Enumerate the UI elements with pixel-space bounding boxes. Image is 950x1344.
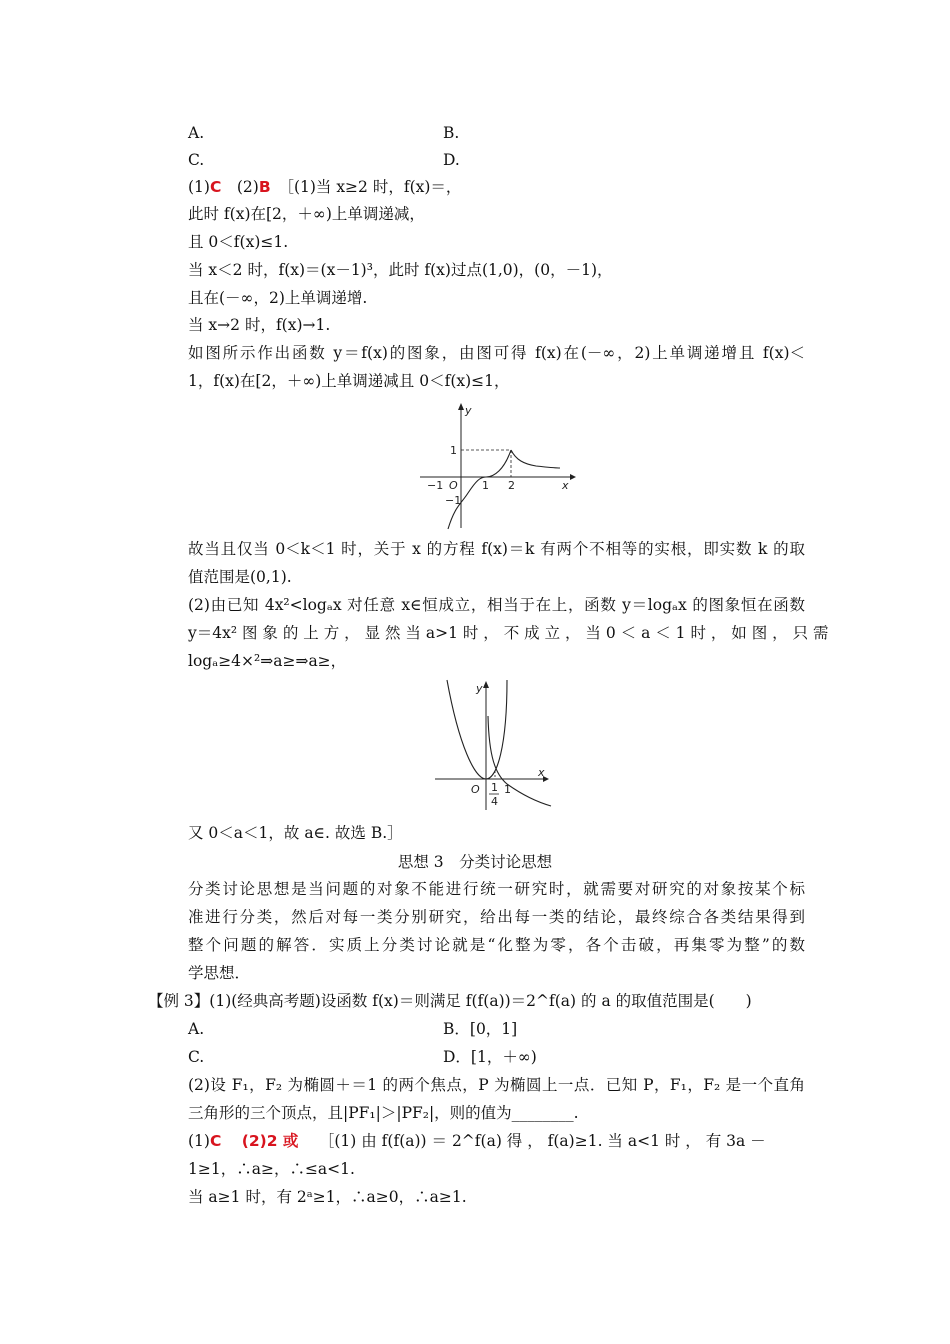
option-d: D. [443,151,460,169]
solution-line: logₐ≥4×²⇒a≥⇒a≥， [188,652,347,670]
x-axis-label: x [538,766,545,779]
tick-label: −1 [445,494,462,507]
decreasing-curve [511,450,560,468]
answer-line-1: (1)C (2)B ［(1)当 x≥2 时，f(x)＝， [188,178,462,196]
example-3-question: 【例 3】(1)(经典高考题)设函数 f(x)＝则满足 f(f(a))＝2^f(a) 的 a 的取值范围是( ) [148,992,752,1010]
answer-2-value: B [258,178,271,196]
answer-line-2: (1)C (2)2 或 ［(1) 由 f(f(a)) ＝ 2^f(a) 得 ， f(a)≥1. 当 a<1 时 ， 有 3a － [188,1132,766,1150]
solution-line: 故当且仅当 0＜k＜1 时，关于 x 的方程 f(x)＝k 有两个不相等的实根，即实数 k 的取 [188,540,805,558]
x-axis-arrow [570,474,576,480]
origin-label: O [449,479,458,492]
paragraph-line: 分类讨论思想是当问题的对象不能进行统一研究时，就需要对研究的对象按某个标 [188,880,805,898]
question-line: 三角形的三个顶点，且|PF₁|＞|PF₂|，则的值为________. [188,1104,579,1122]
parabola-log-figure [425,676,560,814]
function-graph-figure [410,398,580,533]
paragraph-line: 整个问题的解答．实质上分类讨论就是“化整为零，各个击破，再集零为整”的数 [188,936,805,954]
solution-line: 且 0＜f(x)≤1. [188,233,289,251]
solution-line: (2)由已知 4x²<logₐx 对任意 x∈恒成立，相当于在上，函数 y＝logₐx 的图象恒在函数 [188,596,805,614]
option-c: C. [188,1048,205,1066]
solution-line: 当 x＜2 时，f(x)＝(x－1)³，此时 f(x)过点(1,0)，(0，－1)， [188,261,613,279]
paragraph-line: 学思想． [188,964,251,982]
solution-line: y＝4x² 图 象 的 上 方 ， 显 然 当 a>1 时 ， 不 成 立 ， 当 0 ＜ a ＜ 1 时 ， 如 图 ， 只 需 [188,624,829,642]
solution-line: 当 a≥1 时，有 2ᵃ≥1，∴a≥0，∴a≥1. [188,1188,467,1206]
y-axis-label: y [476,682,483,695]
solution-line: 值范围是(0,1). [188,568,292,586]
solution-line: 如图所示作出函数 y＝f(x)的图象，由图可得 f(x)在(－∞，2)上单调递增且 f(x)＜ [188,344,805,362]
y-axis-label: y [465,404,472,417]
option-c: C. [188,151,205,169]
tick-label: −1 [427,479,444,492]
x-axis-label: x [562,479,569,492]
y-axis-arrow [483,681,489,688]
tick-label: 1 [504,783,511,796]
origin-label: O [471,783,480,796]
tick-label: 1 [482,479,489,492]
solution-line: 又 0＜a＜1，故 a∈. 故选 B.］ [188,824,403,842]
option-a: A. [188,124,205,142]
paragraph-line: 准进行分类，然后对每一类分别研究，给出每一类的结论，最终综合各类结果得到 [188,908,805,926]
fraction-denominator: 4 [491,795,498,808]
solution-line: 且在(－∞，2)上单调递增. [188,289,368,307]
question-line: (2)设 F₁，F₂ 为椭圆＋＝1 的两个焦点，P 为椭圆上一点．已知 P，F₁，F₂ 是一个直角 [188,1076,805,1094]
solution-line: 1≥1，∴a≥，∴≤a<1. [188,1160,355,1178]
solution-line: 1，f(x)在[2，＋∞)上单调递减且 0＜f(x)≤1， [188,372,510,390]
answer-1-value: C [209,178,222,196]
answer-1-value: C [209,1132,222,1150]
solution-line: 当 x→2 时，f(x)→1. [188,316,331,334]
y-axis-arrow [458,403,464,410]
tick-label: 1 [450,444,457,457]
option-d: D．[1，＋∞) [443,1048,537,1066]
answer-2-value: 2 或 [266,1132,299,1150]
fraction-numerator: 1 [491,781,498,794]
solution-line: 此时 f(x)在[2，＋∞)上单调递减， [188,205,425,223]
option-a: A. [188,1020,205,1038]
tick-label: 2 [508,479,515,492]
option-b: B. [443,124,460,142]
option-b: B．[0，1] [443,1020,518,1038]
section-heading: 思想 3 分类讨论思想 [397,853,553,871]
